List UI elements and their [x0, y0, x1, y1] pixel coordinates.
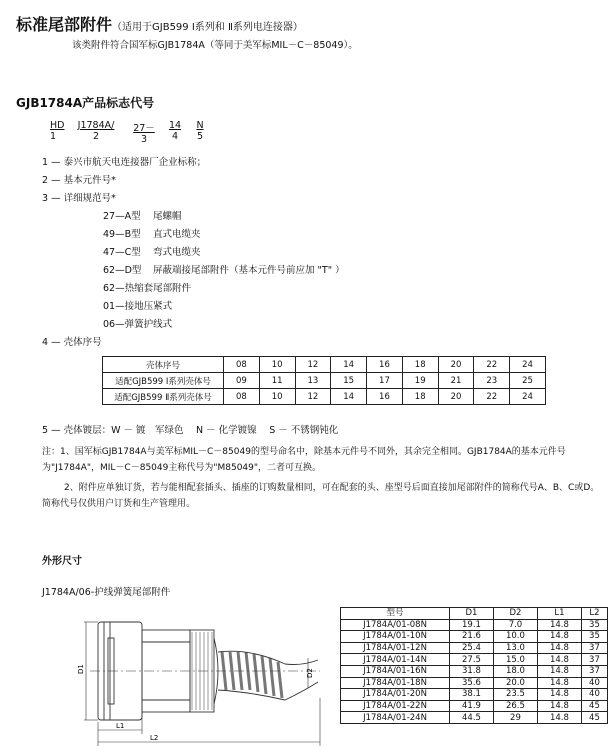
- drawing-title: J1784A/06-护线弹簧尾部附件: [42, 587, 171, 598]
- table-cell: 10: [259, 357, 295, 373]
- table-cell: 21: [438, 373, 474, 389]
- table-cell: J1784A/01-20N: [341, 689, 450, 701]
- table-cell: 13: [295, 373, 331, 389]
- table-cell: 14.8: [537, 665, 581, 677]
- note-1: 注：1、国军标GJB1784A与美军标MIL－C－85049的型号命名中，除基本元件号不同外，其余完全相同。GJB1784A的基本元件号为"J1784A"，MIL－C－85049主称代号为"M85049"，二者可互换。: [42, 447, 566, 473]
- table-cell: 31.8: [450, 665, 494, 677]
- table-cell: 35.6: [450, 677, 494, 689]
- table-cell: 13.0: [493, 642, 537, 654]
- table-cell: 12: [295, 357, 331, 373]
- table-cell: J1784A/01-24N: [341, 712, 450, 724]
- table-cell: J1784A/01-18N: [341, 677, 450, 689]
- section-heading-dimensions: 外形尺寸: [42, 556, 82, 567]
- table-cell: 14.8: [537, 631, 581, 643]
- table-cell: 18.0: [493, 665, 537, 677]
- spring-coil: [218, 651, 285, 700]
- table-row: [341, 642, 608, 654]
- table-cell: 壳体序号: [103, 357, 224, 373]
- code-part: 27－ 3: [133, 123, 155, 145]
- spec-row: 27—A型 尾螺帽: [103, 211, 182, 222]
- title-main: 标准尾部附件: [16, 15, 113, 34]
- label-l1: L1: [116, 722, 125, 730]
- table-cell: 15.0: [493, 654, 537, 666]
- spec-row: 49—B型 直式电缆夹: [103, 229, 201, 240]
- table-cell: 23.5: [493, 689, 537, 701]
- code-part: J1784A/ 2: [77, 120, 115, 142]
- table-cell: 19: [402, 373, 438, 389]
- table-cell: 14.8: [537, 677, 581, 689]
- spec-row: 06—弹簧护线式: [103, 319, 173, 330]
- table-cell: 适配GJB599 Ⅱ系列壳体号: [103, 389, 224, 405]
- page-title: [16, 12, 303, 35]
- accessory-drawing: [77, 608, 325, 750]
- list-item: 1 — 泰兴市航天电连接器厂企业标称；: [42, 157, 207, 168]
- table-cell: 14.8: [537, 619, 581, 631]
- spec-row: 62—D型 屏蔽端接尾部附件（基本元件号前应加 "T" ）: [103, 265, 345, 276]
- spec-row: 47—C型 弯式电缆夹: [103, 247, 201, 258]
- table-cell: J1784A/01-08N: [341, 619, 450, 631]
- table-cell: 29: [493, 712, 537, 724]
- table-row: [341, 677, 608, 689]
- label-d2: D2: [306, 668, 314, 678]
- list-item: 2 — 基本元件号*: [42, 175, 116, 186]
- table-cell: J1784A/01-10N: [341, 631, 450, 643]
- code-part: HD 1: [50, 120, 65, 142]
- table-cell: 44.5: [450, 712, 494, 724]
- table-cell: D2: [493, 608, 537, 620]
- table-row: [341, 700, 608, 712]
- list-item: 3 — 详细规范号*: [42, 193, 116, 204]
- table-cell: J1784A/01-14N: [341, 654, 450, 666]
- table-cell: 08: [224, 389, 260, 405]
- table-cell: 7.0: [493, 619, 537, 631]
- table-cell: 16: [367, 389, 403, 405]
- table-cell: 37: [581, 642, 607, 654]
- table-cell: 37: [581, 665, 607, 677]
- table-cell: 26.5: [493, 700, 537, 712]
- label-l2: L2: [150, 734, 159, 742]
- table-cell: J1784A/01-22N: [341, 700, 450, 712]
- table-cell: 08: [224, 357, 260, 373]
- table-cell: 18: [402, 389, 438, 405]
- table-cell: J1784A/01-12N: [341, 642, 450, 654]
- table-cell: 09: [224, 373, 260, 389]
- table-cell: 21.6: [450, 631, 494, 643]
- title-sub: （适用于GJB599 Ⅰ系列和 Ⅱ系列电连接器）: [112, 22, 303, 33]
- shell-number-table: [102, 356, 546, 405]
- table-cell: 11: [259, 373, 295, 389]
- table-row: [341, 712, 608, 724]
- table-cell: J1784A/01-16N: [341, 665, 450, 677]
- table-row: [341, 619, 608, 631]
- table-cell: 14: [331, 357, 367, 373]
- table-cell: 41.9: [450, 700, 494, 712]
- table-cell: 适配GJB599 Ⅰ系列壳体号: [103, 373, 224, 389]
- table-cell: 19.1: [450, 619, 494, 631]
- table-header-row: [103, 357, 546, 373]
- table-cell: 14.8: [537, 654, 581, 666]
- table-cell: 25.4: [450, 642, 494, 654]
- table-cell: 35: [581, 631, 607, 643]
- table-header-row: [341, 608, 608, 620]
- table-cell: 12: [295, 389, 331, 405]
- table-cell: 14.8: [537, 700, 581, 712]
- table-cell: 45: [581, 712, 607, 724]
- table-cell: 45: [581, 700, 607, 712]
- table-row: [341, 654, 608, 666]
- table-cell: 14.8: [537, 712, 581, 724]
- table-cell: 18: [402, 357, 438, 373]
- list-item: 4 — 壳体序号: [42, 337, 102, 348]
- table-row: [341, 689, 608, 701]
- dimension-table: [340, 607, 608, 724]
- table-cell: 25: [510, 373, 546, 389]
- table-cell: 40: [581, 689, 607, 701]
- table-row: [341, 665, 608, 677]
- table-cell: 20: [438, 389, 474, 405]
- table-row: [341, 631, 608, 643]
- table-cell: 15: [331, 373, 367, 389]
- table-cell: 27.5: [450, 654, 494, 666]
- table-cell: 20.0: [493, 677, 537, 689]
- table-cell: 17: [367, 373, 403, 389]
- table-cell: 型号: [341, 608, 450, 620]
- spec-row: 62—热缩套尾部附件: [103, 283, 192, 294]
- table-cell: 38.1: [450, 689, 494, 701]
- table-cell: 16: [367, 357, 403, 373]
- table-cell: 24: [510, 357, 546, 373]
- table-cell: 20: [438, 357, 474, 373]
- table-cell: 35: [581, 619, 607, 631]
- label-d1: D1: [77, 664, 85, 674]
- table-cell: 14: [331, 389, 367, 405]
- table-cell: 10: [259, 389, 295, 405]
- section-heading-code: GJB1784A产品标志代号: [16, 96, 155, 110]
- table-cell: D1: [450, 608, 494, 620]
- table-cell: 23: [474, 373, 510, 389]
- table-cell: L2: [581, 608, 607, 620]
- table-cell: 22: [474, 389, 510, 405]
- table-cell: 37: [581, 654, 607, 666]
- table-cell: 14.8: [537, 642, 581, 654]
- table-cell: 14.8: [537, 689, 581, 701]
- table-row: [103, 389, 546, 405]
- spec-row: 01—接地压紧式: [103, 301, 173, 312]
- table-cell: 22: [474, 357, 510, 373]
- note-2: 2、附件应单独订货，若与能相配套插头、插座的订购数量相同，可在配套的头、座型号后面直接加尾部附件的简称代号A、B、C或D。简称代号仅供用户订货和生产管理用。: [42, 483, 600, 509]
- plating-line: 5 — 壳体镀层：W － 镀 军绿色 N － 化学镀镍 S － 不锈钢钝化: [42, 425, 339, 436]
- table-cell: 10.0: [493, 631, 537, 643]
- table-row: [103, 373, 546, 389]
- intro-text: 该类附件符合国军标GJB1784A（等同于美军标MIL－C－85049）。: [72, 40, 358, 51]
- table-cell: L1: [537, 608, 581, 620]
- table-cell: 24: [510, 389, 546, 405]
- code-part: 14 4: [168, 120, 182, 142]
- code-part: N 5: [196, 120, 204, 142]
- table-cell: 40: [581, 677, 607, 689]
